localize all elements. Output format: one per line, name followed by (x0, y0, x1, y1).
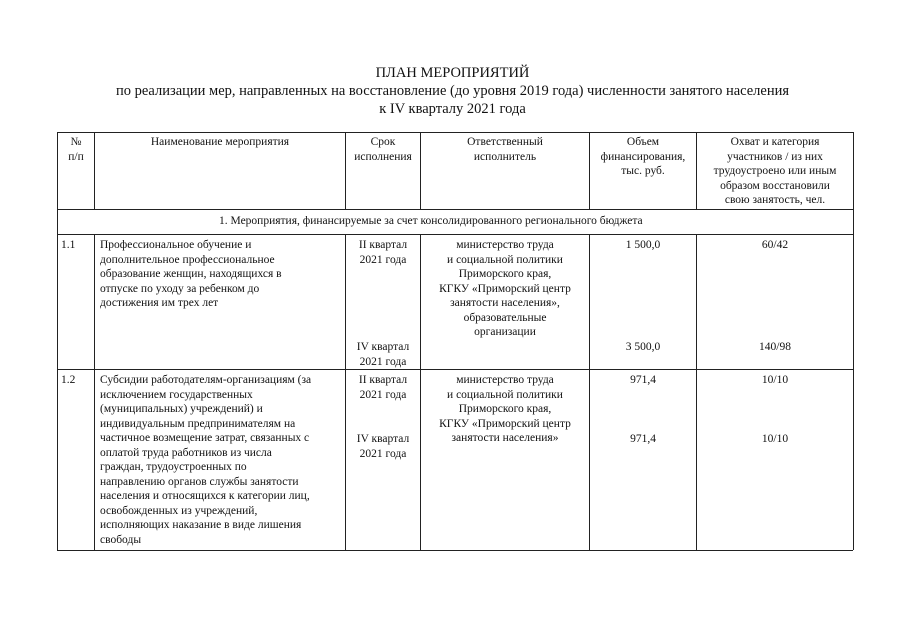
row-2-financing-a: 971,4 (630, 374, 656, 386)
row-2-term-b: IV квартал 2021 года (356, 433, 410, 460)
header-num: № п/п (68, 136, 84, 163)
document-title: ПЛАН МЕРОПРИЯТИЙ (375, 65, 530, 81)
section-bottom-border (57, 234, 853, 235)
col-border (853, 132, 854, 550)
section-heading: 1. Мероприятия, финансируемые за счет консолидированного регионального бюджета (219, 215, 643, 227)
header-term: Срок исполнения (354, 136, 412, 163)
row-1-financing-a: 1 500,0 (625, 239, 661, 251)
row-1-name: Профессиональное обучение и дополнительное профессиональное образование женщин, находящихся в отпуске по уходу за ребенком до достижения им трех лет (100, 239, 282, 309)
row-1-financing-b: 3 500,0 (625, 341, 661, 353)
row-2-name: Субсидии работодателям-организациям (за исключением государственных (муниципальных) учреждений) и индивидуальным предпринимателям на частичное возмещение затрат, связанных с оплатой труда работников из числа граждан, трудоустроенных по направлению органов службы занятости населения и относящихся к категории лиц, освобожденных из учреждений, исполняющих наказание в виде лишения свободы (100, 374, 312, 546)
col-border (696, 234, 697, 550)
col-border (94, 234, 95, 550)
header-bottom-border (57, 209, 853, 210)
row-1-num: 1.1 (61, 239, 76, 251)
row-1-coverage-b: 140/98 (759, 341, 791, 353)
header-name: Наименование мероприятия (150, 136, 290, 148)
row-1-responsible: министерство труда и социальной политики Приморского края, КГКУ «Приморский центр занятости населения», образовательные организации (439, 239, 571, 338)
header-responsible: Ответственный исполнитель (467, 136, 543, 163)
plan-table (57, 132, 853, 550)
col-border (57, 132, 58, 550)
row-divider (57, 369, 853, 370)
row-2-responsible: министерство труда и социальной политики Приморского края, КГКУ «Приморский центр занятости населения» (439, 374, 571, 444)
document-subtitle: по реализации мер, направленных на восстановление (до уровня 2019 года) численности занятого населения (115, 83, 790, 99)
table-top-border (57, 132, 853, 133)
row-2-num: 1.2 (61, 374, 76, 386)
row-2-coverage-b: 10/10 (761, 433, 789, 445)
row-2-financing-b: 971,4 (630, 433, 656, 445)
row-2-coverage-a: 10/10 (761, 374, 789, 386)
header-financing: Объем финансирования, тыс. руб. (600, 136, 686, 177)
row-1-coverage-a: 60/42 (761, 239, 789, 251)
table-bottom-border (57, 550, 853, 551)
header-coverage: Охват и категория участников / из них трудоустроено или иным образом восстановили свою занятость, чел. (713, 136, 837, 206)
document-period: к IV кварталу 2021 года (379, 101, 526, 117)
col-border (589, 234, 590, 550)
row-1-term-a: II квартал 2021 года (358, 239, 408, 266)
row-2-term-a: II квартал 2021 года (358, 374, 408, 401)
row-1-term-b: IV квартал 2021 года (356, 341, 410, 368)
